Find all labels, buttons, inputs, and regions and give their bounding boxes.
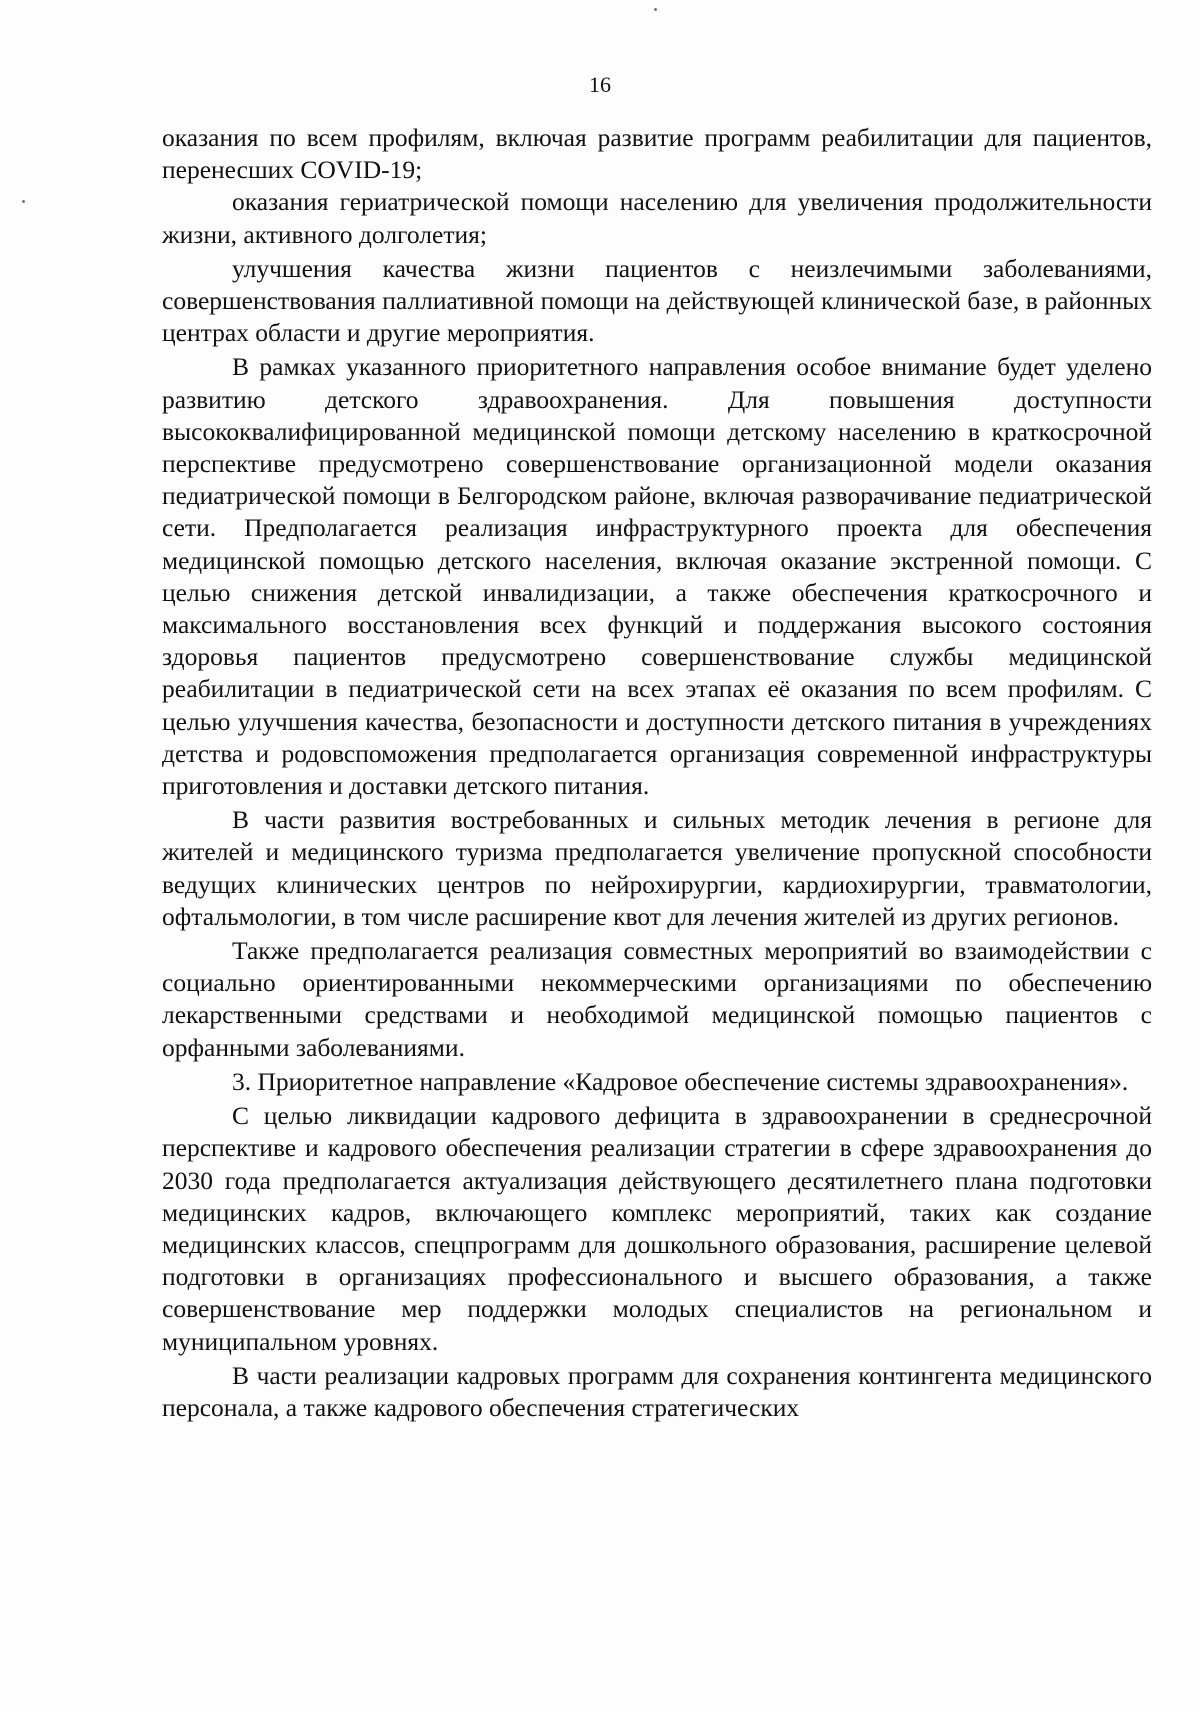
paragraph-clinical-centers: В части развития востребованных и сильных методик лечения в регионе для жителей и медицинского туризма предполагается увеличение пропускной способности ведущих клинических центров по нейрохирургии, кардиохирургии, травматологии, офтальмологии, в том числе расширение квот для лечения жителей из других регионов.	[162, 805, 1152, 931]
paragraph-staff-shortage: С целью ликвидации кадрового дефицита в здравоохранении в среднесрочной перспективе и кадрового обеспечения реализации стратегии в сфере здравоохранения до 2030 года предполагается актуализация действующего десятилетнего плана подготовки медицинских кадров, включающего комплекс мероприятий, таких как создание медицинских классов, спецпрограмм для дошкольного образования, расширение целевой подготовки в организациях профессионального и высшего образования, а также совершенствование мер поддержки молодых специалистов на региональном и муниципальном уровнях.	[162, 1101, 1152, 1356]
body-text	[162, 122, 1152, 1424]
scan-speck	[654, 8, 657, 11]
page-number: 16	[589, 72, 611, 97]
scan-speck	[22, 200, 25, 203]
paragraph-geriatric: оказания гериатрической помощи населению для увеличения продолжительности жизни, активного долголетия;	[162, 187, 1152, 249]
paragraph-palliative: улучшения качества жизни пациентов с неизлечимыми заболеваниями, совершенствования паллиативной помощи на действующей клинической базе, в районных центрах области и другие мероприятия.	[162, 253, 1152, 348]
paragraph-pediatric: В рамках указанного приоритетного направления особое внимание будет уделено развитию детского здравоохранения. Для повышения доступности высококвалифицированной медицинской помощи детскому населению в краткосрочной перспективе предусмотрено совершенствование организационной модели оказания педиатрической помощи в Белгородском районе, включая разворачивание педиатрической сети. Предполагается реализация инфраструктурного проекта для обеспечения медицинской помощью детского населения, включая оказание экстренной помощи. С целью снижения детской инвалидизации, а также обеспечения краткосрочного и максимального восстановления всех функций и поддержания высокого состояния здоровья пациентов предусмотрено совершенствование службы медицинской реабилитации в педиатрической сети на всех этапах её оказания по всем профилям. С целью улучшения качества, безопасности и доступности детского питания в учреждениях детства и родовспоможения предполагается организация современной инфраструктуры приготовления и доставки детского питания.	[162, 352, 1152, 801]
paragraph-staff-programs: В части реализации кадровых программ для сохранения контингента медицинского персонала, а также кадрового обеспечения стратегических	[162, 1360, 1152, 1422]
paragraph-rehabilitation: оказания по всем профилям, включая развитие программ реабилитации для пациентов, перенесших COVID-19;	[162, 123, 1152, 185]
paragraph-orphan-diseases: Также предполагается реализация совместных мероприятий во взаимодействии с социально ориентированными некоммерческими организациями по обеспечению лекарственными средствами и необходимой медицинской помощью пациентов с орфанными заболеваниями.	[162, 936, 1152, 1062]
section-heading-staffing: 3. Приоритетное направление «Кадровое обеспечение системы здравоохранения».	[232, 1066, 1129, 1096]
